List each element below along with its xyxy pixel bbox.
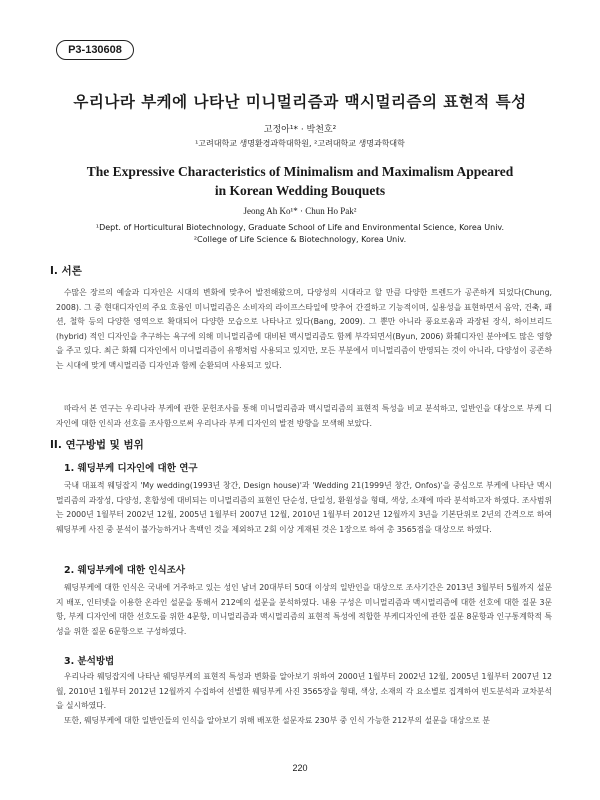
- korean-title: 우리나라 부케에 나타난 미니멀리즘과 맥시멀리즘의 표현적 특성: [73, 93, 527, 111]
- english-affiliation: [0, 222, 600, 246]
- subsection-2-3-heading: 3. 분석방법: [64, 656, 115, 667]
- subsection-2-2-paragraph: 웨딩부케에 대한 인식은 국내에 거주하고 있는 성인 남녀 20대부터 50대 이상의 일반인을 대상으로 조사기간은 2013년 3월부터 5월까지 설문지 배포, 인터넷을 이용한 온라인 설문을 통해서 212예의 설문을 분석하였다. 내용 구성은 미니멀리즘과 맥시멀리즘에 대한 선호에 대한 질문 3문항, 부케 디자인에 대한 선호도를 위한 4문항, 미니멀리즘과 맥시멀리즘의 표현적 특성에 적합한 부케디자인에 관한 질문 8문항과 인구통계학적 특성을 위한 질문 6문항으로 구성하였다.: [56, 583, 552, 636]
- english-authors: Jeong Ah Ko¹* · Chun Ho Pak²: [243, 206, 357, 216]
- section-1-paragraph-1: 수많은 장르의 예술과 디자인은 시대의 변화에 맞추어 발전해왔으며, 다양성의 시대라고 할 만큼 다양한 트렌드가 공존하게 되었다(Chung, 2008). 그 중 현대디자인의 주요 흐름인 미니멀리즘은 소비자의 라이프스타일에 맞추어 간결하고 기능적이며, 실용성을 표현하면서 음악, 건축, 패션, 철학 등의 다양한 영역으로 확대되어 다양한 모습으로 나타나고 있다(Bang, 2009). 그 뿐만 아니라 풍요로움과 과장된 장식, 하이브리드(hybrid) 적인 디자인을 추구하는 욕구에 의해 미니멀리즘에 대비된 맥시멀리즘도 함께 부각되면서(Byun, 2006) 화훼디자인 분야에도 많은 영향을 주고 있다. 최근 화훼 디자인에서 미니멀리즘이 유행처럼 사용되고 있지만, 모든 부분에서 미니멀리즘이 반영되는 것이 아니라, 다양성이 공존하는 시대에 맞게 맥시멀리즘 디자인과 함께 순환되며 사용되고 있다.: [56, 288, 552, 370]
- paper-code-badge: P3-130608: [56, 40, 134, 60]
- subsection-2-1-paragraph: 국내 대표적 웨딩잡지 'My wedding(1993년 창간, Design house)'과 'Wedding 21(1999년 창간, Onfos)'을 중심으로 부케에 나타난 맥시멀리즘의 과장성, 다양성, 혼합성에 대비되는 미니멀리즘의 표현인 단순성, 단일성, 환원성을 형태, 색상, 소재에 따라 분석하고자 하였다. 조사범위는 2000년 1월부터 2002년 12월, 2005년 1월부터 2007년 12월, 2010년 1월부터 2012년 12월까지 3년을 기본단위로 2년의 간격으로 하여 웨딩부케 사진 중 분석이 불가능하거나 흑백인 것을 제외하고 2회 이상 게재된 것은 1장으로 하여 총 3565점을 대상으로 하였다.: [56, 481, 552, 534]
- page-number: 220: [292, 763, 308, 773]
- subsection-2-2-heading: 2. 웨딩부케에 대한 인식조사: [64, 565, 186, 576]
- korean-affiliation: ¹고려대학교 생명환경과학대학원, ²고려대학교 생명과학대학: [195, 139, 405, 148]
- english-title: The Expressive Characteristics of Minimalism and Maximalism Appeared in Korean Wedding Bouquets: [86, 164, 514, 198]
- section-2-heading: II. 연구방법 및 범위: [50, 439, 144, 451]
- section-1-heading: I. 서론: [50, 265, 82, 277]
- english-affiliation-1: ¹Dept. of Horticultural Biotechnology, Graduate School of Life and Environmental Science, Korea Univ.: [95, 223, 505, 232]
- subsection-2-3-paragraph-2: 또한, 웨딩부케에 대한 일반인들의 인식을 알아보기 위해 배포한 설문자료 230부 중 인식 가능한 212부의 설문을 대상으로 분: [64, 716, 490, 725]
- english-affiliation-2: ²College of Life Science & Biotechnology, Korea Univ.: [193, 235, 407, 244]
- subsection-2-1-heading: 1. 웨딩부케 디자인에 대한 연구: [64, 463, 198, 474]
- korean-authors: 고정아¹* · 박천호²: [263, 125, 337, 135]
- section-1-paragraph-2: 따라서 본 연구는 우리나라 부케에 관한 문헌조사를 통해 미니멀리즘과 맥시멀리즘의 표현적 특성을 비교 분석하고, 일반인을 대상으로 부케 디자인에 대한 인식과 선호를 조사함으로써 우리나라 부케 디자인의 발전 방향을 모색해 보았다.: [56, 404, 552, 428]
- subsection-2-3-paragraph-1: 우리나라 웨딩잡지에 나타난 웨딩부케의 표현적 특성과 변화를 알아보기 위하여 2000년 1월부터 2002년 12월, 2005년 1월부터 2007년 12월, 2010년 1월부터 2012년 12월까지 수집하여 선별한 웨딩부케 사진 3565장을 형태, 색상, 소재의 각 요소별로 집계하여 빈도분석과 교차분석을 실시하였다.: [56, 672, 552, 710]
